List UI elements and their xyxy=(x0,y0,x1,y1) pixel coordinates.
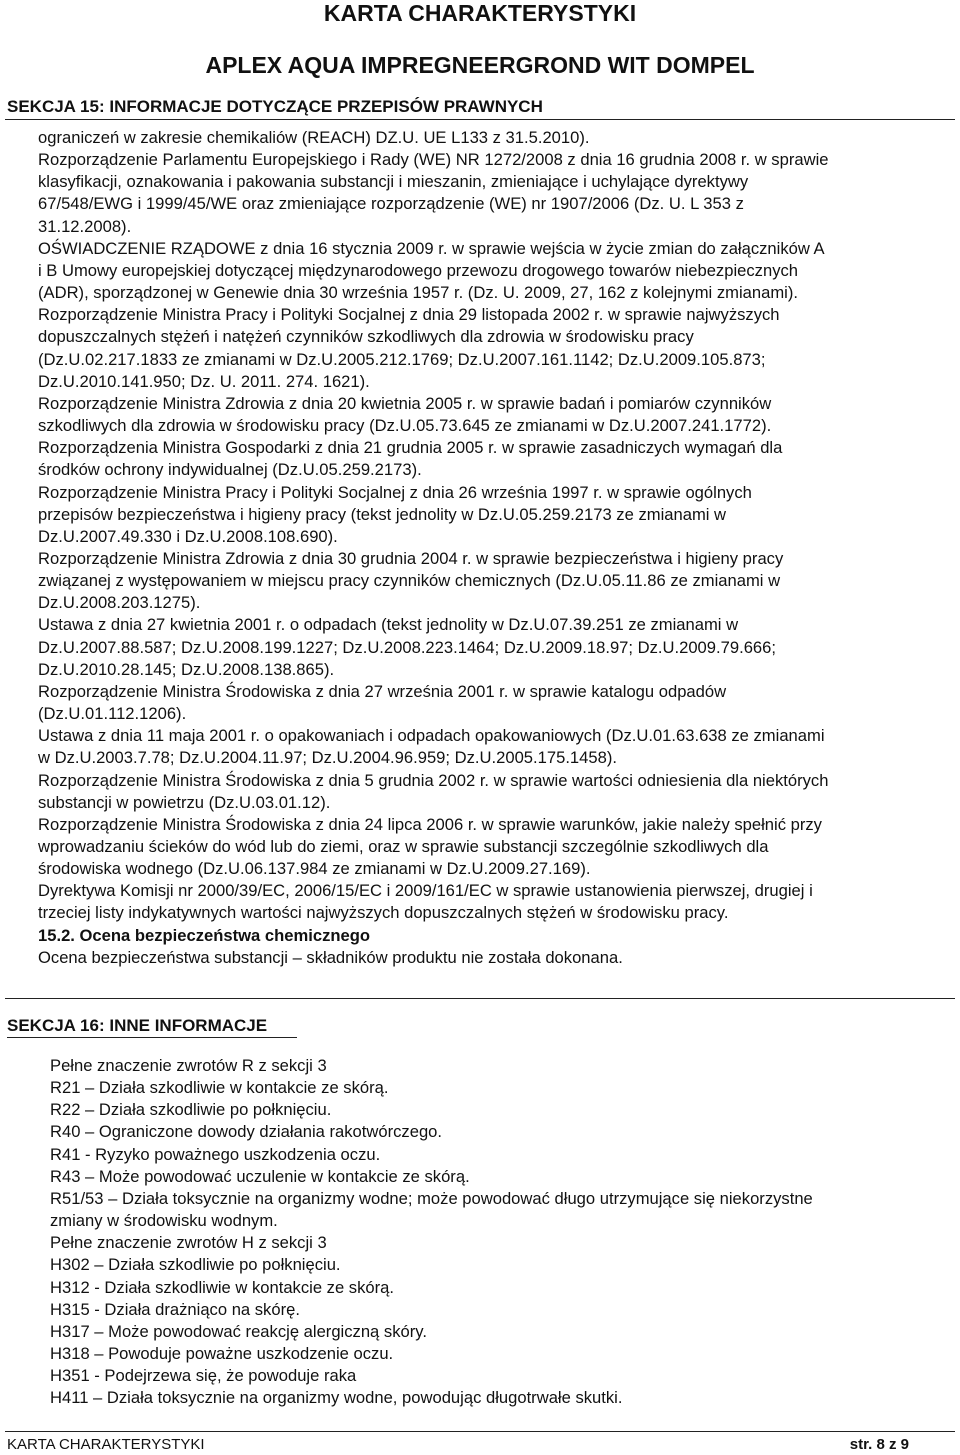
section-16-heading: SEKCJA 16: INNE INFORMACJE xyxy=(7,1016,268,1035)
section-15-heading: SEKCJA 15: INFORMACJE DOTYCZĄCE PRZEPISÓW PRAWNYCH xyxy=(7,97,543,116)
text-line: trzeciej listy indykatywnych wartości najwyższych dopuszczalnych stężeń w środowisku pracy. xyxy=(38,903,729,923)
phrase-line: R40 – Ograniczone dowody działania rakotwórczego. xyxy=(50,1122,443,1142)
text-line: (Dz.U.02.217.1833 ze zmianami w Dz.U.2005.212.1769; Dz.U.2007.161.1142; Dz.U.2009.105.873; xyxy=(38,349,766,369)
section-16-underline xyxy=(7,1037,297,1038)
phrase-line: H411 – Działa toksycznie na organizmy wodne, powodując długotrwałe skutki. xyxy=(50,1388,623,1408)
document-title: KARTA CHARAKTERYSTYKI xyxy=(323,0,637,26)
text-line: Rozporządzenie Parlamentu Europejskiego i Rady (WE) NR 1272/2008 z dnia 16 grudnia 2008 r. w sprawie xyxy=(38,150,829,170)
text-line: wprowadzaniu ścieków do wód lub do ziemi, oraz w sprawie substancji szczególnie szkodliwych dla xyxy=(38,837,769,856)
text-line: Ustawa z dnia 27 kwietnia 2001 r. o odpadach (tekst jednolity w Dz.U.07.39.251 ze zmianami w xyxy=(38,615,739,635)
section-15-divider xyxy=(5,119,955,120)
page-number: str. 8 z 9 xyxy=(849,1436,909,1453)
text-line: i B Umowy europejskiej dotyczącej międzynarodowego przewozu drogowego towarów niebezpiecznych xyxy=(38,260,799,280)
footer-divider xyxy=(5,1431,955,1432)
text-line: Dz.U.2008.203.1275). xyxy=(38,593,201,613)
text-line: Rozporządzenie Ministra Pracy i Polityki Socjalnej z dnia 26 września 1997 r. w sprawie ogólnych xyxy=(38,482,752,502)
product-name: APLEX AQUA IMPREGNEERGROND WIT DOMPEL xyxy=(205,52,755,78)
phrase-line: R21 – Działa szkodliwie w kontakcie ze skórą. xyxy=(50,1078,389,1098)
phrase-line: Pełne znaczenie zwrotów H z sekcji 3 xyxy=(50,1233,327,1253)
footer-document-title: KARTA CHARAKTERYSTYKI xyxy=(7,1436,205,1453)
phrase-line: R41 - Ryzyko poważnego uszkodzenia oczu. xyxy=(50,1144,381,1164)
text-line: Dz.U.2007.49.330 i Dz.U.2008.108.690). xyxy=(38,526,338,546)
text-line: 67/548/EWG i 1999/45/WE oraz zmieniające rozporządzenie (WE) nr 1907/2006 (Dz. U. L 353 z xyxy=(38,194,744,214)
text-line: OŚWIADCZENIE RZĄDOWE z dnia 16 stycznia 2009 r. w sprawie wejścia w życie zmian do załączników A xyxy=(38,238,825,258)
phrase-line: R22 – Działa szkodliwie po połknięciu. xyxy=(50,1100,332,1120)
text-line: (Dz.U.01.112.1206). xyxy=(38,704,187,724)
section-16-body xyxy=(50,1055,950,1410)
phrase-line: H318 – Powoduje poważne uszkodzenie oczu. xyxy=(50,1344,394,1364)
text-line: Rozporządzenia Ministra Gospodarki z dnia 21 grudnia 2005 r. w sprawie zasadniczych wymagań dla xyxy=(38,438,783,458)
text-line: Dyrektywa Komisji nr 2000/39/EC, 2006/15/EC i 2009/161/EC w sprawie ustanowienia pierwszej, drugiej i xyxy=(38,881,813,901)
phrase-line: H302 – Działa szkodliwie po połknięciu. xyxy=(50,1255,341,1275)
text-line: środowiska wodnego (Dz.U.06.137.984 ze zmianami w Dz.U.2009.27.169). xyxy=(38,859,591,879)
text-line: Rozporządzenie Ministra Środowiska z dnia 27 września 2001 r. w sprawie katalogu odpadów xyxy=(38,681,727,701)
section-15-body xyxy=(38,127,956,969)
text-line: Ustawa z dnia 11 maja 2001 r. o opakowaniach i odpadach opakowaniowych (Dz.U.01.63.638 ze zmianami xyxy=(38,726,825,746)
phrase-line: Pełne znaczenie zwrotów R z sekcji 3 xyxy=(50,1056,327,1075)
text-line: klasyfikacji, oznakowania i pakowania substancji i mieszanin, zmieniające i uchylające dyrektywy xyxy=(38,172,749,192)
text-line: przepisów bezpieczeństwa i higieny pracy (tekst jednolity w Dz.U.05.259.2173 ze zmianami w xyxy=(38,504,727,524)
section-separator xyxy=(5,998,955,999)
text-line: Dz.U.2010.141.950; Dz. U. 2011. 274. 1621). xyxy=(38,371,370,391)
phrase-line: H351 - Podejrzewa się, że powoduje raka xyxy=(50,1366,357,1386)
phrase-line: zmiany w środowisku wodnym. xyxy=(50,1211,278,1231)
text-line: dopuszczalnych stężeń i natężeń czynników szkodliwych dla zdrowia w środowisku pracy xyxy=(38,327,694,347)
text-line: ograniczeń w zakresie chemikaliów (REACH) DZ.U. UE L133 z 31.5.2010). xyxy=(38,128,590,147)
subsection-heading: 15.2. Ocena bezpieczeństwa chemicznego xyxy=(38,925,371,945)
text-line: Dz.U.2010.28.145; Dz.U.2008.138.865). xyxy=(38,659,335,679)
phrase-line: R43 – Może powodować uczulenie w kontakcie ze skórą. xyxy=(50,1166,470,1186)
text-line: Rozporządzenie Ministra Zdrowia z dnia 30 grudnia 2004 r. w sprawie bezpieczeństwa i higieny pracy xyxy=(38,548,784,568)
text-line: (ADR), sporządzonej w Genewie dnia 30 września 1957 r. (Dz. U. 2009, 27, 162 z kolejnymi zmianami). xyxy=(38,283,798,303)
text-line: Ocena bezpieczeństwa substancji – składników produktu nie została dokonana. xyxy=(38,947,623,967)
text-line: Rozporządzenie Ministra Środowiska z dnia 24 lipca 2006 r. w sprawie warunków, jakie należy spełnić przy xyxy=(38,814,822,834)
text-line: Rozporządzenie Ministra Pracy i Polityki Socjalnej z dnia 29 listopada 2002 r. w sprawie najwyższych xyxy=(38,305,780,325)
text-line: w Dz.U.2003.7.78; Dz.U.2004.11.97; Dz.U.2004.96.959; Dz.U.2005.175.1458). xyxy=(38,748,617,768)
text-line: substancji w powietrzu (Dz.U.03.01.12). xyxy=(38,792,331,812)
text-line: Rozporządzenie Ministra Zdrowia z dnia 20 kwietnia 2005 r. w sprawie badań i pomiarów czynników xyxy=(38,393,772,413)
text-line: związanej z występowaniem w miejscu pracy czynników chemicznych (Dz.U.05.11.86 ze zmianami w xyxy=(38,571,781,591)
text-line: Dz.U.2007.88.587; Dz.U.2008.199.1227; Dz.U.2008.223.1464; Dz.U.2009.18.97; Dz.U.2009.79.666; xyxy=(38,637,776,657)
text-line: 31.12.2008). xyxy=(38,216,132,236)
text-line: szkodliwych dla zdrowia w środowisku pracy (Dz.U.05.73.645 ze zmianami w Dz.U.2007.241.1772). xyxy=(38,416,772,436)
phrase-line: R51/53 – Działa toksycznie na organizmy wodne; może powodować długo utrzymujące się niekorzystne xyxy=(50,1188,813,1208)
text-line: Rozporządzenie Ministra Środowiska z dnia 5 grudnia 2002 r. w sprawie wartości odniesienia dla niektórych xyxy=(38,770,829,790)
phrase-line: H312 - Działa szkodliwie w kontakcie ze skórą. xyxy=(50,1277,394,1297)
phrase-line: H315 - Działa drażniąco na skórę. xyxy=(50,1299,300,1319)
phrase-line: H317 – Może powodować reakcję alergiczną skóry. xyxy=(50,1321,427,1341)
text-line: środków ochrony indywidualnej (Dz.U.05.259.2173). xyxy=(38,460,422,480)
